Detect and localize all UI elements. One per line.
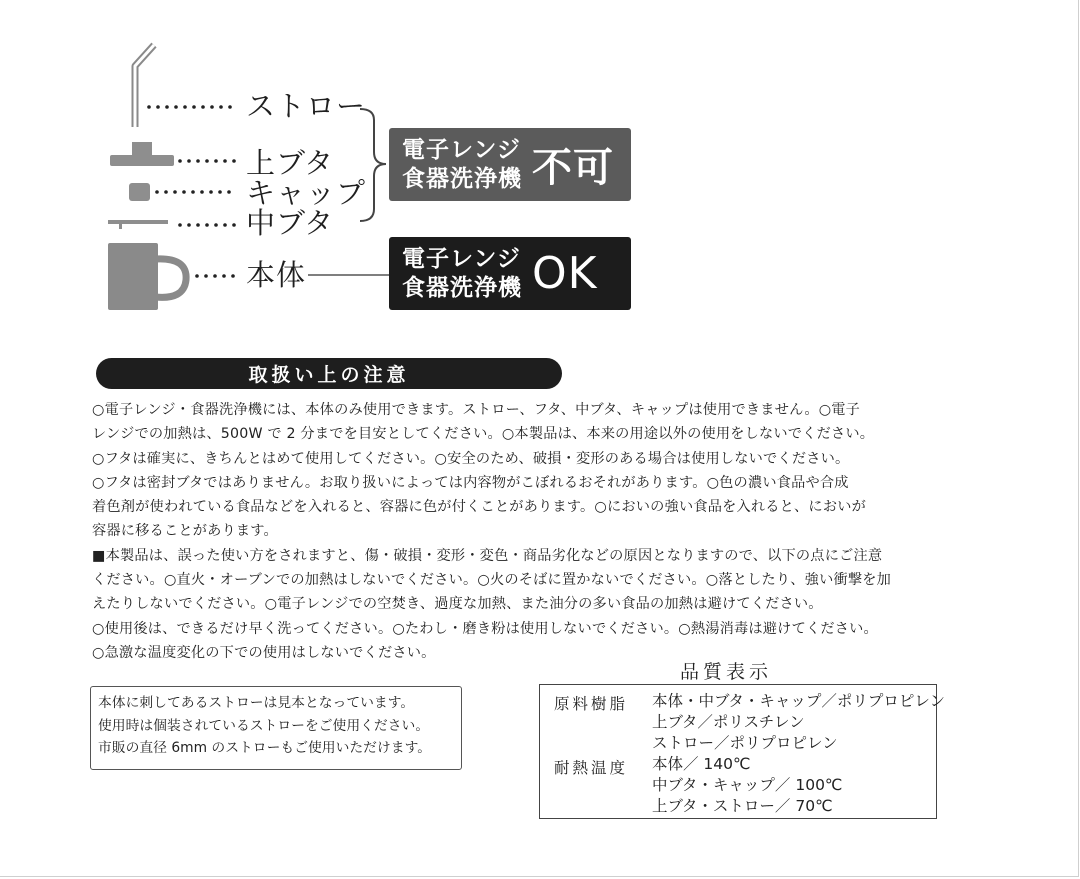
dotted-leaders [147,105,236,278]
material-value: ストロー／ポリプロピレン [652,734,838,752]
caution-line: えたりしないでください。○電子レンジでの空焚き、過度な加熱、また油分の多い食品の加熱は避けてください。 [92,596,823,613]
quality-title: 品質表示 [680,661,773,683]
heat-value: 中ブタ・キャップ／ 100℃ [652,776,843,794]
label-inner-lid: 中ブタ [246,206,334,240]
material-label: 原料樹脂 [554,695,629,713]
mug-body-icon [108,243,186,310]
inner-lid-icon [108,220,168,229]
caution-header: 取扱い上の注意 [96,358,562,389]
note-line: 使用時は個装されているストローをご使用ください。 [98,717,430,734]
caution-line: ○電子レンジ・食器洗浄機には、本体のみ使用できます。ストロー、フタ、中ブタ、キャップは使用できません。○電子 [92,402,861,418]
caution-line: 着色剤が使われている食品などを入れると、容器に色が付くことがあります。○においの強い食品を入れると、においが [92,499,866,516]
quality-table [539,684,946,819]
heat-label: 耐熱温度 [554,759,629,777]
badge-ok-line1: 電子レンジ [402,245,521,272]
top-lid-icon [110,142,174,166]
straw-icon [135,45,154,127]
caution-line: ○フタは確実に、きちんとはめて使用してください。○安全のため、破損・変形のある場合は使用しないでください。 [92,450,850,467]
cap-icon [129,183,150,201]
caution-line: ○急激な温度変化の下での使用はしないでください。 [92,644,436,661]
caution-line: レンジでの加熱は、500W で 2 分までを目安としてください。○本製品は、本来の用途以外の使用をしないでください。 [92,426,875,443]
badge-ok [389,237,631,310]
badge-ng-verdict: 不可 [532,145,614,191]
badge-ok-verdict: OK [532,248,598,299]
straw-note-box [90,686,462,770]
heat-value: 上ブタ・ストロー／ 70℃ [652,797,833,815]
note-line: 本体に刺してあるストローは見本となっています。 [98,695,415,711]
caution-text [92,398,952,665]
material-value: 上ブタ／ポリスチレン [652,713,805,731]
label-top-lid: 上ブタ [246,146,334,180]
badge-not-allowed [389,128,631,201]
caution-line: 容器に移ることがあります。 [92,523,278,540]
label-cap: キャップ [246,176,367,210]
badge-ng-line1: 電子レンジ [402,136,521,163]
badge-ng-line2: 食器洗浄機 [402,165,522,192]
caution-line: ○使用後は、できるだけ早く洗ってください。○たわし・磨き粉は使用しないでください。○熱湯消毒は避けてください。 [92,620,878,637]
heat-value: 本体／ 140℃ [652,755,751,773]
caution-line: ○フタは密封ブタではありません。お取り扱いによっては内容物がこぼれるおそれがあります。○色の濃い食品や合成 [92,474,849,491]
badge-ok-line2: 食器洗浄機 [402,274,522,301]
caution-line: ください。○直火・オーブンでの加熱はしないでください。○火のそばに置かないでください。○落としたり、強い衝撃を加 [92,572,892,589]
label-straw: ストロー [246,89,367,123]
note-line: 市販の直径 6mm のストローもご使用いただけます。 [98,740,432,756]
caution-line: ■本製品は、誤った使い方をされますと、傷・破損・変形・変色・商品劣化などの原因となりますので、以下の点にご注意 [92,547,883,564]
label-body: 本体 [246,258,307,292]
material-value: 本体・中ブタ・キャップ／ポリプロピレン [652,692,946,710]
